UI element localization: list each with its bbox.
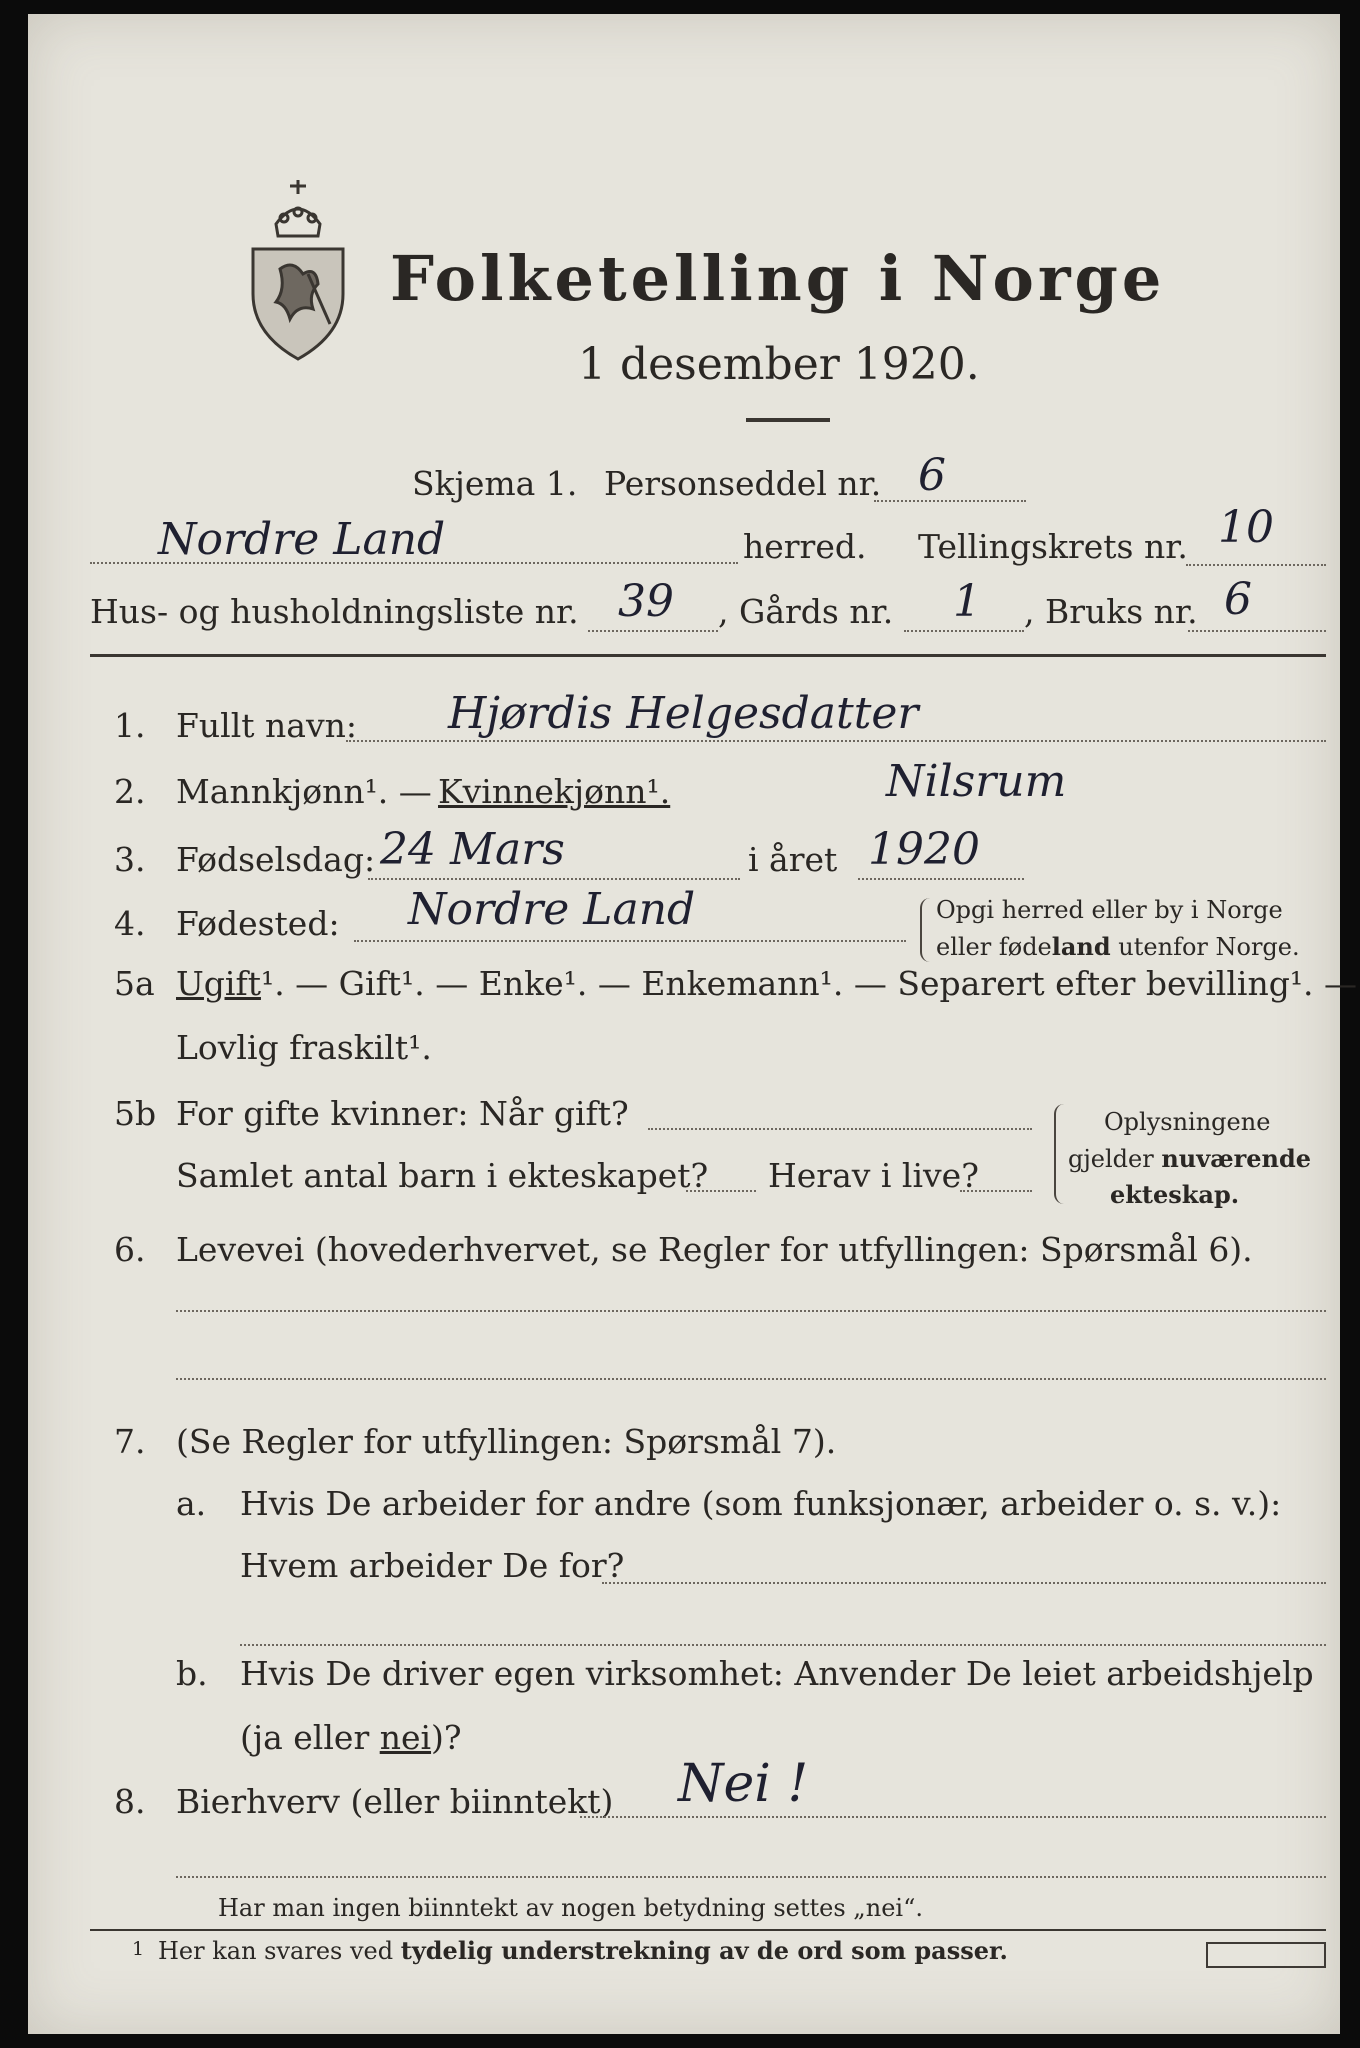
q6-line1[interactable] xyxy=(176,1310,1326,1312)
q8-line2[interactable] xyxy=(176,1876,1326,1878)
q3-value[interactable]: 24 Mars xyxy=(380,824,565,875)
form-title: Folketelling i Norge xyxy=(390,242,1166,315)
q5b-barn-line xyxy=(686,1190,756,1192)
gards-value[interactable]: 1 xyxy=(953,576,981,627)
q4-line xyxy=(354,940,906,942)
q1-value[interactable]: Hjørdis Helgesdatter xyxy=(448,688,919,739)
q5b-number: 5b xyxy=(114,1094,157,1133)
q5b-label-gift: For gifte kvinner: Når gift? xyxy=(176,1094,629,1133)
hus-line xyxy=(588,630,718,632)
q7-label: (Se Regler for utfyllingen: Spørsmål 7). xyxy=(176,1422,837,1461)
q6-label: Levevei (hovederhvervet, se Regler for utfyllingen: Spørsmål 6). xyxy=(176,1230,1253,1269)
q5b-note-line3: ekteskap. xyxy=(1110,1180,1240,1209)
q5b-note-line1: Oplysningene xyxy=(1104,1108,1271,1136)
q1-label: Fullt navn: xyxy=(176,706,357,745)
q3-number: 3. xyxy=(114,840,146,879)
footnote-rule xyxy=(90,1929,1326,1931)
q3-year-value[interactable]: 1920 xyxy=(868,824,980,875)
q7b-label2: (ja eller nei)? xyxy=(240,1718,462,1757)
footnote-text: Her kan svares ved tydelig understrekning av de ord som passer. xyxy=(158,1936,1008,1965)
tellingskrets-label: Tellingskrets nr. xyxy=(918,527,1188,566)
gards-line xyxy=(904,630,1024,632)
q7a-line1[interactable] xyxy=(602,1582,1326,1584)
q2-kvinnekjonn[interactable]: Kvinnekjønn¹. xyxy=(438,772,671,811)
q5b-label-barn: Samlet antal barn i ekteskapet? xyxy=(176,1156,709,1195)
bruks-line xyxy=(1188,630,1326,632)
q7a-label2: Hvem arbeider De for? xyxy=(240,1546,625,1585)
q3-line xyxy=(368,878,740,880)
coat-of-arms-icon xyxy=(238,174,358,364)
q8-line xyxy=(580,1816,1326,1818)
q8-note: Har man ingen biinntekt av nogen betydning settes „nei“. xyxy=(218,1894,923,1922)
herred-label: herred. xyxy=(743,527,867,566)
gards-label: , Gårds nr. xyxy=(718,592,894,631)
personseddel-value[interactable]: 6 xyxy=(918,450,946,501)
q7b-number: b. xyxy=(176,1654,208,1693)
hus-label: Hus- og husholdningsliste nr. xyxy=(90,592,579,631)
q5a-number: 5a xyxy=(114,964,155,1003)
q8-value[interactable]: Nei ! xyxy=(678,1754,809,1814)
q5b-live-line xyxy=(960,1190,1032,1192)
q7a-number: a. xyxy=(176,1484,207,1523)
personseddel-line xyxy=(874,500,1026,502)
q5b-gift-line xyxy=(648,1128,1032,1130)
footnote-mark: 1 xyxy=(132,1938,145,1960)
q8-label: Bierhverv (eller biinntekt) xyxy=(176,1782,614,1821)
q3-label: Fødselsdag: xyxy=(176,840,376,879)
census-form-page xyxy=(28,14,1358,2034)
q7b-label1: Hvis De driver egen virksomhet: Anvender De leiet arbeidshjelp xyxy=(240,1654,1314,1693)
q7a-label1: Hvis De arbeider for andre (som funksjonær, arbeider o. s. v.): xyxy=(240,1484,1282,1523)
tellingskrets-line xyxy=(1186,564,1326,566)
q7a-line2[interactable] xyxy=(240,1644,1326,1646)
q1-number: 1. xyxy=(114,706,146,745)
q1-value-surname[interactable]: Nilsrum xyxy=(886,756,1067,807)
q4-note-line1: Opgi herred eller by i Norge xyxy=(936,896,1283,924)
bruks-value[interactable]: 6 xyxy=(1224,574,1252,625)
q4-note-brace xyxy=(920,898,930,962)
q5a-ugift[interactable]: Ugift xyxy=(176,964,261,1003)
q2-mannkjonn: Mannkjønn¹. — xyxy=(176,772,432,811)
personseddel-label: Personseddel nr. xyxy=(604,464,882,503)
q8-number: 8. xyxy=(114,1782,146,1821)
q5b-label-live: Herav i live? xyxy=(768,1156,979,1195)
title-divider xyxy=(746,418,830,422)
q5a-options: Ugift¹. — Gift¹. — Enke¹. — Enkemann¹. — Separert efter bevilling¹. — xyxy=(176,964,1358,1003)
q7-number: 7. xyxy=(114,1422,146,1461)
q4-note-line2: eller fødeland utenfor Norge. xyxy=(936,932,1300,961)
q4-label: Fødested: xyxy=(176,904,340,943)
q3-year-label: i året xyxy=(748,840,838,879)
hus-value[interactable]: 39 xyxy=(618,576,674,627)
q3-year-line xyxy=(858,878,1024,880)
printer-stamp xyxy=(1206,1942,1326,1968)
q4-number: 4. xyxy=(114,904,146,943)
bruks-label: , Bruks nr. xyxy=(1024,592,1198,631)
q1-line xyxy=(346,740,1326,742)
skjema-label: Skjema 1. xyxy=(412,464,578,503)
q7b-nei[interactable]: nei xyxy=(379,1718,432,1757)
q5a-fraskilt: Lovlig fraskilt¹. xyxy=(176,1028,432,1067)
q5b-note-brace xyxy=(1054,1104,1064,1204)
census-date: 1 desember 1920. xyxy=(578,339,980,390)
q6-number: 6. xyxy=(114,1230,146,1269)
q6-line2[interactable] xyxy=(176,1378,1326,1380)
q5b-note-line2: gjelder nuværende xyxy=(1068,1144,1312,1173)
q2-number: 2. xyxy=(114,772,146,811)
herred-value[interactable]: Nordre Land xyxy=(158,514,446,565)
q4-value[interactable]: Nordre Land xyxy=(408,884,696,935)
header-rule xyxy=(90,654,1326,657)
tellingskrets-value[interactable]: 10 xyxy=(1218,502,1274,553)
